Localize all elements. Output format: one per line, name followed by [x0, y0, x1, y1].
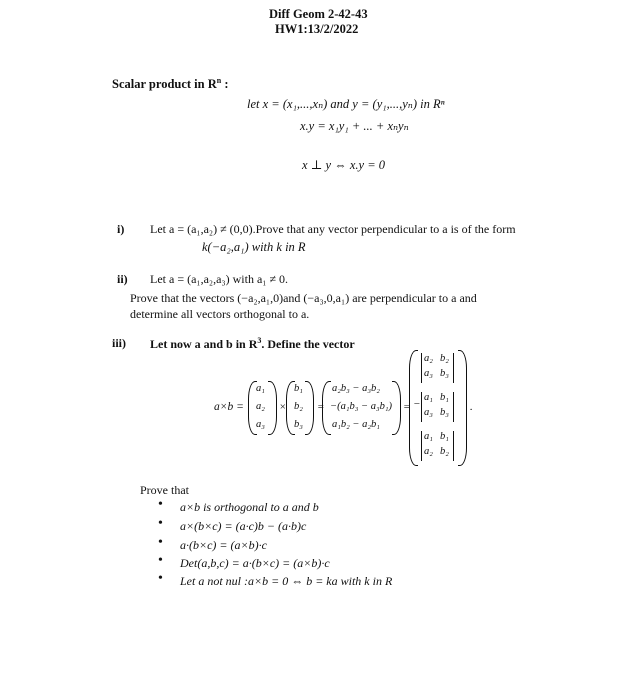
vec-b-entry: b₁: [294, 383, 303, 394]
vec-b-entry: b₃: [294, 419, 303, 430]
vec-a-entry: a₁: [256, 383, 265, 394]
vec-c-right-paren: [392, 381, 401, 435]
minus-sign: −: [413, 398, 421, 410]
bullet-dot: •: [158, 535, 163, 550]
vec-c-entry: a₁b₂ − a₂b₁: [332, 419, 380, 430]
cross-product-lhs: a×b =: [214, 401, 244, 413]
prove-item: Let a not nul :a×b = 0 ⇔ b = ka with k in R: [180, 574, 393, 588]
course-title: Diff Geom 2-42-43: [269, 7, 368, 21]
orthogonality-condition: x ⊥ y ⇔ x.y = 0: [302, 158, 386, 172]
homework-date: HW1:13/2/2022: [275, 22, 359, 36]
item-ii-label: ii): [117, 272, 128, 286]
item-i-label: i): [117, 222, 125, 236]
det-entry: a₃: [424, 368, 433, 379]
vec-c-entry: −(a₁b₃ − a₃b₁): [330, 401, 393, 412]
equals-sign-1: =: [317, 401, 325, 413]
det-entry: a₁: [424, 431, 433, 442]
final-period: .: [470, 401, 473, 413]
det-bar: [453, 353, 454, 383]
item-ii-line3: determine all vectors orthogonal to a.: [130, 307, 310, 321]
equals-sign-2: =: [403, 401, 411, 413]
det-bar: [453, 431, 454, 461]
cross-symbol: ×: [279, 401, 287, 413]
bullet-dot: •: [158, 497, 163, 512]
dot-product-formula: x.y = x₁y₁ + ... + xₙyₙ: [300, 119, 409, 133]
vec-a-entry: a₃: [256, 419, 265, 430]
det-entry: a₃: [424, 407, 433, 418]
item-ii-line1: Let a = (a₁,a₂,a₃) with a₁ ≠ 0.: [150, 272, 289, 286]
prove-item: a×(b×c) = (a·c)b − (a·b)c: [180, 519, 307, 533]
vec-c-entry: a₂b₃ − a₃b₂: [332, 383, 380, 394]
scalar-product-heading: Scalar product in $R^n$ :: [112, 76, 229, 91]
item-iii-label: iii): [112, 336, 126, 350]
item-i-form: k(−a₂,a₁) with k in R: [202, 240, 306, 254]
det-bar: [421, 353, 422, 383]
det-bar: [421, 431, 422, 461]
bullet-dot: •: [158, 553, 163, 568]
det-entry: b₁: [440, 392, 449, 403]
vec-b-right-paren: [305, 381, 314, 435]
det-entry: b₂: [440, 446, 449, 457]
item-i-text: Let a = (a₁,a₂) ≠ (0,0).Prove that any vector perpendicular to a is of the form: [150, 222, 516, 236]
det-entry: b₃: [440, 368, 449, 379]
bullet-dot: •: [158, 516, 163, 531]
det-bar: [453, 392, 454, 422]
det-vec-right-paren: [458, 350, 467, 466]
det-entry: a₂: [424, 446, 433, 457]
item-iii-heading: Let now a and b in $R^3$. Define the vector: [150, 336, 355, 351]
definition-line: let x = (x₁,...,xₙ) and y = (y₁,...,yₙ) in Rⁿ: [247, 97, 445, 111]
det-entry: a₂: [424, 353, 433, 364]
det-entry: b₃: [440, 407, 449, 418]
vec-b-entry: b₂: [294, 401, 303, 412]
det-entry: a₁: [424, 392, 433, 403]
det-entry: b₂: [440, 353, 449, 364]
prove-item: Det(a,b,c) = a·(b×c) = (a×b)·c: [180, 556, 330, 570]
prove-item: a×b is orthogonal to a and b: [180, 500, 319, 514]
item-ii-line2: Prove that the vectors (−a₂,a₁,0)and (−a₃,0,a₁) are perpendicular to a and: [130, 291, 477, 305]
prove-intro: Prove that: [140, 483, 189, 497]
det-bar: [421, 392, 422, 422]
prove-item: a·(b×c) = (a×b)·c: [180, 538, 267, 552]
vec-a-right-paren: [268, 381, 277, 435]
vec-a-entry: a₂: [256, 401, 265, 412]
det-entry: b₁: [440, 431, 449, 442]
bullet-dot: •: [158, 571, 163, 586]
